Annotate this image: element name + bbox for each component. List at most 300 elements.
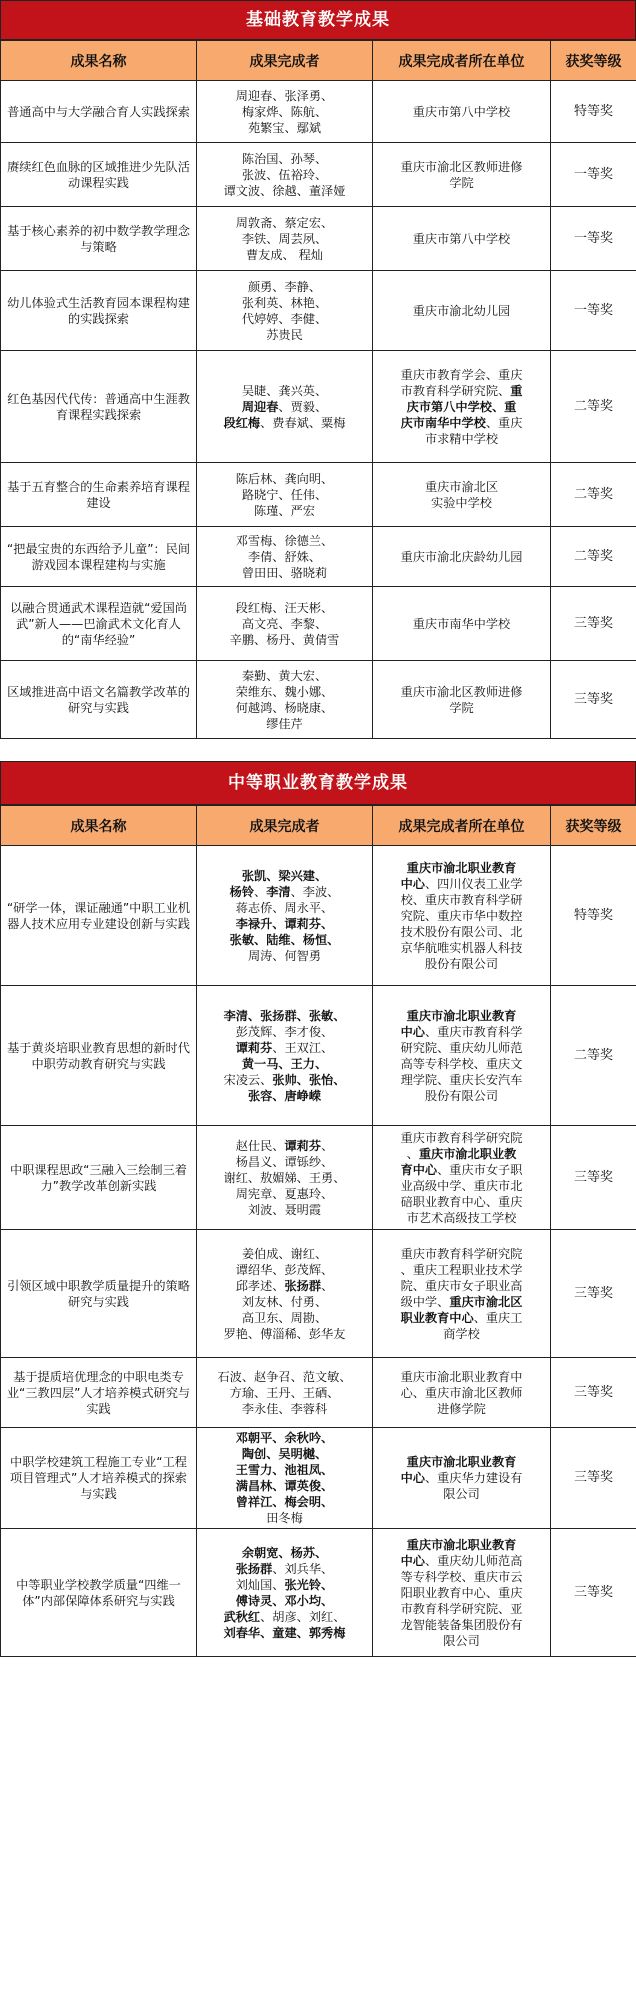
authors-text: 罗艳、傅淄稀、彭华友 bbox=[223, 1326, 346, 1341]
units-line bbox=[377, 495, 546, 511]
authors-text: 刘友林、付勇、 bbox=[241, 1294, 328, 1309]
units-line bbox=[377, 415, 546, 431]
authors-cell bbox=[197, 351, 373, 463]
units-text: 重庆市南华中学校 bbox=[412, 616, 511, 631]
authors-text: 苑繁宝、鄢斌 bbox=[247, 120, 322, 135]
authors-text: 张容、唐峥嵘 bbox=[247, 1088, 322, 1103]
authors-text: 、费春斌、粟梅 bbox=[260, 415, 346, 430]
units-text: 、重庆工 bbox=[473, 1310, 523, 1325]
award-level: 特等奖 bbox=[551, 846, 636, 986]
units-text: 京华航唯实机器人科技 bbox=[400, 940, 523, 955]
authors-line bbox=[199, 1186, 370, 1202]
vocational-education-table bbox=[0, 805, 636, 1657]
authors-line bbox=[199, 1609, 370, 1625]
authors-line bbox=[199, 900, 370, 916]
units-text: 庆市第八中学校、重 bbox=[406, 399, 517, 414]
achievement-name: 区域推进高中语文名篇教学改革的研究与实践 bbox=[1, 661, 197, 739]
units-text: 重庆市渝北区 bbox=[424, 479, 499, 494]
authors-line bbox=[199, 1326, 370, 1342]
header-units: 成果完成者所在单位 bbox=[373, 806, 551, 846]
table-row bbox=[1, 1428, 636, 1529]
units-text: 重庆市教育科学研究院 bbox=[400, 1246, 523, 1261]
units-cell bbox=[373, 81, 551, 143]
authors-text: 陈后林、龚向明、 bbox=[235, 471, 334, 486]
units-text: 院、重庆市女子职业高 bbox=[400, 1278, 523, 1293]
authors-text: 李铁、周芸夙、 bbox=[241, 231, 328, 246]
units-text: 究院、重庆市华中数控 bbox=[400, 908, 523, 923]
authors-text: 石波、赵争召、范文敏、 bbox=[217, 1369, 352, 1384]
units-cell bbox=[373, 207, 551, 271]
table-row bbox=[1, 986, 636, 1126]
units-line bbox=[377, 1262, 546, 1278]
units-line bbox=[377, 1040, 546, 1056]
table-header-row bbox=[1, 806, 636, 846]
units-line bbox=[377, 924, 546, 940]
units-text: 高等专科学校、重庆文 bbox=[400, 1056, 523, 1071]
table-header-row bbox=[1, 41, 636, 81]
units-text: 等专科学校、重庆市云 bbox=[400, 1569, 523, 1584]
units-text: 中心 bbox=[400, 876, 425, 891]
units-cell bbox=[373, 463, 551, 527]
authors-text: 宋凌云、 bbox=[223, 1072, 273, 1087]
authors-line bbox=[199, 1593, 370, 1609]
table-row bbox=[1, 1230, 636, 1358]
units-text: 重 bbox=[510, 383, 523, 398]
authors-text: 周涛、何智勇 bbox=[247, 948, 322, 963]
achievement-name: 幼儿体验式生活教育园本课程构建的实践探索 bbox=[1, 271, 197, 351]
authors-text: 李倩、舒姝、 bbox=[247, 549, 322, 564]
authors-line bbox=[199, 565, 370, 581]
units-line bbox=[377, 1008, 546, 1024]
authors-line bbox=[199, 1056, 370, 1072]
section-title-vocational: 中等职业教育教学成果 bbox=[0, 761, 636, 805]
authors-line bbox=[199, 151, 370, 167]
table-row bbox=[1, 661, 636, 739]
achievement-name: 红色基因代代传：普通高中生涯教育课程实践探索 bbox=[1, 351, 197, 463]
authors-line bbox=[199, 533, 370, 549]
table-row bbox=[1, 351, 636, 463]
units-text: 中心 bbox=[400, 1553, 425, 1568]
authors-text: 段红梅 bbox=[223, 415, 261, 430]
authors-text: 、刘兵华、 bbox=[272, 1561, 334, 1576]
authors-line bbox=[199, 1430, 370, 1446]
authors-text: 刘波、聂明霞 bbox=[247, 1202, 322, 1217]
authors-text: 辛鹏、杨丹、黄倩雪 bbox=[229, 632, 340, 647]
achievement-name: 基于黄炎培职业教育思想的新时代中职劳动教育研究与实践 bbox=[1, 986, 197, 1126]
units-text: 实验中学校 bbox=[431, 495, 492, 510]
authors-line bbox=[199, 1494, 370, 1510]
authors-text: 谭莉芬 bbox=[235, 1040, 273, 1055]
units-line bbox=[377, 1369, 546, 1385]
units-line bbox=[377, 860, 546, 876]
units-line bbox=[377, 616, 546, 632]
authors-line bbox=[199, 1545, 370, 1561]
achievement-name: 基于提质培优理念的中职电类专业“三教四层”人才培养模式研究与实践 bbox=[1, 1358, 197, 1428]
authors-text: 吴睫、龚兴英、 bbox=[241, 383, 328, 398]
units-text: 龙智能装备集团股份有 bbox=[400, 1617, 523, 1632]
units-line bbox=[377, 1178, 546, 1194]
authors-cell bbox=[197, 1126, 373, 1230]
achievement-name: 基于五育整合的生命素养培育课程建设 bbox=[1, 463, 197, 527]
award-level: 三等奖 bbox=[551, 1230, 636, 1358]
authors-text: 蒋志侨、周永平、 bbox=[235, 900, 334, 915]
units-line bbox=[377, 1210, 546, 1226]
authors-text: 邓朝平、余秋吟、 bbox=[235, 1431, 334, 1445]
units-text: 市教育科学研究院、亚 bbox=[400, 1601, 523, 1616]
authors-cell bbox=[197, 1358, 373, 1428]
units-line bbox=[377, 1024, 546, 1040]
authors-line bbox=[199, 948, 370, 964]
units-text: 限公司 bbox=[443, 1487, 480, 1501]
units-text: 市艺术高级技工学校 bbox=[406, 1210, 517, 1225]
units-text: 重庆市渝北职业教育中 bbox=[400, 1369, 523, 1384]
units-text: 商学校 bbox=[443, 1326, 480, 1341]
authors-text: 秦勤、黄大宏、 bbox=[241, 668, 328, 683]
units-text: 中心 bbox=[400, 1471, 425, 1485]
units-cell bbox=[373, 1126, 551, 1230]
authors-line bbox=[199, 1278, 370, 1294]
authors-text: 姜伯成、谢红、 bbox=[241, 1246, 328, 1261]
authors-text: 邱孝述、 bbox=[235, 1278, 285, 1293]
units-line bbox=[377, 956, 546, 972]
award-level: 三等奖 bbox=[551, 587, 636, 661]
units-text: 限公司 bbox=[443, 1633, 480, 1648]
authors-text: 、 bbox=[321, 1278, 334, 1293]
units-line bbox=[377, 1088, 546, 1104]
authors-text: 代婷婷、李健、 bbox=[241, 311, 328, 326]
authors-line bbox=[199, 88, 370, 104]
authors-text: 颜勇、李静、 bbox=[247, 279, 322, 294]
units-text: 、四川仪表工业学 bbox=[424, 876, 523, 891]
authors-text: 梅家烨、陈航、 bbox=[241, 104, 328, 119]
authors-text: 张波、伍裕玲、 bbox=[241, 167, 328, 182]
units-cell bbox=[373, 986, 551, 1126]
authors-cell bbox=[197, 463, 373, 527]
units-text: 碚职业教育中心、重庆 bbox=[400, 1194, 523, 1209]
units-line bbox=[377, 1585, 546, 1601]
header-award-level: 获奖等级 bbox=[551, 41, 636, 81]
units-text: 学院 bbox=[449, 700, 474, 715]
authors-line bbox=[199, 1294, 370, 1310]
units-cell bbox=[373, 1529, 551, 1657]
units-text: 重庆市渝北庆龄幼儿园 bbox=[400, 549, 523, 564]
authors-text: 谭绍华、彭茂辉、 bbox=[235, 1262, 334, 1277]
units-line bbox=[377, 159, 546, 175]
authors-text: 李禄升、谭莉芬、 bbox=[235, 916, 334, 931]
authors-line bbox=[199, 1462, 370, 1478]
authors-line bbox=[199, 279, 370, 295]
units-line bbox=[377, 1162, 546, 1178]
award-level: 一等奖 bbox=[551, 143, 636, 207]
authors-line bbox=[199, 1040, 370, 1056]
authors-cell bbox=[197, 527, 373, 587]
units-line bbox=[377, 1310, 546, 1326]
units-text: 市教育科学研究院、 bbox=[400, 383, 511, 398]
achievement-name: 普通高中与大学融合育人实践探索 bbox=[1, 81, 197, 143]
table-row bbox=[1, 81, 636, 143]
achievement-name: 中职学校建筑工程施工专业“工程项目管理式”人才培养模式的探索与实践 bbox=[1, 1428, 197, 1529]
units-text: 、重庆市教育科学 bbox=[424, 1024, 523, 1039]
authors-line bbox=[199, 487, 370, 503]
authors-text: 陈治国、孙琴、 bbox=[241, 151, 328, 166]
authors-text: 李永佳、李蓉科 bbox=[241, 1401, 328, 1416]
authors-line bbox=[199, 1385, 370, 1401]
authors-line bbox=[199, 1088, 370, 1104]
authors-text: 张光铃、 bbox=[284, 1577, 334, 1592]
units-text: 重庆市渝北职业教育 bbox=[406, 1455, 517, 1469]
table-row bbox=[1, 207, 636, 271]
units-line bbox=[377, 1553, 546, 1569]
units-text: 重庆市渝北职业教育 bbox=[406, 1537, 517, 1552]
award-level: 特等奖 bbox=[551, 81, 636, 143]
units-line bbox=[377, 1326, 546, 1342]
units-text: 、重庆幼儿师范高 bbox=[424, 1553, 523, 1568]
units-line bbox=[377, 908, 546, 924]
authors-line bbox=[199, 503, 370, 519]
units-line bbox=[377, 684, 546, 700]
authors-text: 曹友成、 程灿 bbox=[246, 247, 323, 262]
authors-text: 王雪力、池祖凤、 bbox=[235, 1463, 334, 1477]
units-text: 研究院、重庆幼儿师范 bbox=[400, 1040, 523, 1055]
authors-line bbox=[199, 104, 370, 120]
authors-text: 谭文波、徐越、董泽娅 bbox=[223, 183, 346, 198]
award-level: 一等奖 bbox=[551, 271, 636, 351]
authors-line bbox=[199, 1369, 370, 1385]
authors-text: 杨昌义、谭铄纱、 bbox=[235, 1154, 334, 1169]
units-text: 重庆市渝北职业教 bbox=[418, 1146, 517, 1161]
authors-text: 周敦斋、蔡定宏、 bbox=[235, 215, 334, 230]
units-line bbox=[377, 1385, 546, 1401]
units-text: 、 bbox=[406, 1146, 419, 1161]
table-row bbox=[1, 1358, 636, 1428]
authors-text: 何越鸿、杨晓康、 bbox=[235, 700, 334, 715]
award-level: 三等奖 bbox=[551, 1126, 636, 1230]
units-line bbox=[377, 1146, 546, 1162]
authors-line bbox=[199, 231, 370, 247]
authors-line bbox=[199, 295, 370, 311]
authors-text: 陈瑾、严宏 bbox=[254, 503, 315, 518]
authors-line bbox=[199, 668, 370, 684]
units-line bbox=[377, 1246, 546, 1262]
authors-text: 、贾毅、 bbox=[278, 399, 328, 414]
authors-line bbox=[199, 600, 370, 616]
authors-cell bbox=[197, 661, 373, 739]
units-line bbox=[377, 367, 546, 383]
units-text: 重庆市渝北区教师进修 bbox=[400, 159, 523, 174]
authors-cell bbox=[197, 143, 373, 207]
units-cell bbox=[373, 1358, 551, 1428]
authors-line bbox=[199, 1625, 370, 1641]
authors-cell bbox=[197, 1529, 373, 1657]
units-text: 重庆市渝北幼儿园 bbox=[412, 303, 511, 318]
header-achievement-name: 成果名称 bbox=[1, 41, 197, 81]
authors-line bbox=[199, 327, 370, 343]
authors-line bbox=[199, 1478, 370, 1494]
achievement-name: “研学一体，课证融通”中职工业机器人技术应用专业建设创新与实践 bbox=[1, 846, 197, 986]
authors-text: 满昌林、谭英俊、 bbox=[235, 1479, 334, 1493]
authors-text: 张敏、陆维、杨恒、 bbox=[229, 932, 340, 947]
authors-text: 张凯、梁兴建、 bbox=[241, 868, 328, 883]
award-level: 二等奖 bbox=[551, 986, 636, 1126]
authors-line bbox=[199, 1138, 370, 1154]
authors-text: 高文亮、李黎、 bbox=[241, 616, 328, 631]
header-achievement-name: 成果名称 bbox=[1, 806, 197, 846]
authors-text: 段红梅、汪天彬、 bbox=[235, 600, 334, 615]
authors-line bbox=[199, 1008, 370, 1024]
units-cell bbox=[373, 351, 551, 463]
achievement-name: 赓续红色血脉的区域推进少先队活动课程实践 bbox=[1, 143, 197, 207]
authors-line bbox=[199, 1246, 370, 1262]
award-level: 二等奖 bbox=[551, 527, 636, 587]
units-text: 重庆市渝北区教师进修 bbox=[400, 684, 523, 699]
authors-text: 杨铃 bbox=[229, 884, 255, 899]
achievement-name: 引领区域中职教学质量提升的策略研究与实践 bbox=[1, 1230, 197, 1358]
authors-line bbox=[199, 1024, 370, 1040]
authors-line bbox=[199, 120, 370, 136]
units-text: 进修学院 bbox=[437, 1401, 486, 1416]
units-line bbox=[377, 892, 546, 908]
authors-line bbox=[199, 415, 370, 431]
units-text: 重庆市渝北区 bbox=[449, 1294, 523, 1309]
authors-cell bbox=[197, 846, 373, 986]
units-text: 市求精中学校 bbox=[424, 431, 499, 446]
authors-text: 张帅、张怡、 bbox=[272, 1072, 346, 1087]
units-text: 、重庆华力建设有 bbox=[424, 1471, 523, 1485]
authors-text: 谢红、敖媚娣、王勇、 bbox=[223, 1170, 346, 1185]
authors-text: 苏贵民 bbox=[266, 327, 303, 342]
units-text: 重庆市教育科学研究院 bbox=[400, 1130, 523, 1145]
authors-line bbox=[199, 167, 370, 183]
units-line bbox=[377, 1056, 546, 1072]
table-row bbox=[1, 271, 636, 351]
header-authors: 成果完成者 bbox=[197, 41, 373, 81]
units-line bbox=[377, 700, 546, 716]
basic-education-table bbox=[0, 40, 636, 739]
authors-text: 周迎春、张泽勇、 bbox=[235, 88, 334, 103]
authors-text: 余朝宽、杨苏、 bbox=[241, 1545, 328, 1560]
authors-line bbox=[199, 1577, 370, 1593]
authors-line bbox=[199, 616, 370, 632]
units-line bbox=[377, 1601, 546, 1617]
units-text: 心、重庆市渝北区教师 bbox=[400, 1385, 523, 1400]
authors-text: 荣维东、魏小娜、 bbox=[235, 684, 334, 699]
units-text: 理学院、重庆长安汽车 bbox=[400, 1072, 523, 1087]
units-line bbox=[377, 231, 546, 247]
authors-cell bbox=[197, 1230, 373, 1358]
units-line bbox=[377, 399, 546, 415]
authors-text: 彭茂辉、李才俊、 bbox=[235, 1024, 334, 1039]
authors-text: 刘灿国、 bbox=[235, 1577, 285, 1592]
units-line bbox=[377, 1194, 546, 1210]
units-text: 重庆市第八中学校 bbox=[412, 104, 511, 119]
header-authors: 成果完成者 bbox=[197, 806, 373, 846]
section-title-basic: 基础教育教学成果 bbox=[0, 0, 636, 40]
authors-line bbox=[199, 183, 370, 199]
units-line bbox=[377, 1470, 546, 1486]
award-level: 三等奖 bbox=[551, 661, 636, 739]
units-line bbox=[377, 431, 546, 447]
units-line bbox=[377, 104, 546, 120]
units-line bbox=[377, 1130, 546, 1146]
authors-line bbox=[199, 632, 370, 648]
authors-line bbox=[199, 1310, 370, 1326]
units-text: 股份有限公司 bbox=[424, 956, 499, 971]
authors-line bbox=[199, 868, 370, 884]
authors-line bbox=[199, 1561, 370, 1577]
authors-line bbox=[199, 1170, 370, 1186]
header-units: 成果完成者所在单位 bbox=[373, 41, 551, 81]
authors-line bbox=[199, 383, 370, 399]
units-line bbox=[377, 1633, 546, 1649]
award-level: 三等奖 bbox=[551, 1428, 636, 1529]
award-level: 一等奖 bbox=[551, 207, 636, 271]
units-line bbox=[377, 1294, 546, 1310]
authors-text: 、王双江、 bbox=[272, 1040, 334, 1055]
authors-text: 刘春华、童建、郭秀梅 bbox=[223, 1625, 346, 1640]
units-line bbox=[377, 549, 546, 565]
table-row bbox=[1, 1529, 636, 1657]
units-line bbox=[377, 1486, 546, 1502]
authors-text: 、 bbox=[254, 884, 267, 899]
units-line bbox=[377, 1454, 546, 1470]
authors-cell bbox=[197, 986, 373, 1126]
table-row bbox=[1, 846, 636, 986]
units-line bbox=[377, 479, 546, 495]
authors-line bbox=[199, 399, 370, 415]
authors-cell bbox=[197, 1428, 373, 1529]
authors-line bbox=[199, 549, 370, 565]
authors-line bbox=[199, 884, 370, 900]
authors-text: 张扬群 bbox=[284, 1278, 322, 1293]
achievement-name: 以融合贯通武术课程造就“爱国尚武”新人——巴渝武术文化育人的“南华经验” bbox=[1, 587, 197, 661]
authors-line bbox=[199, 1446, 370, 1462]
authors-text: 黄一马、王力、 bbox=[241, 1056, 328, 1071]
authors-line bbox=[199, 1510, 370, 1526]
authors-line bbox=[199, 716, 370, 732]
authors-line bbox=[199, 1072, 370, 1088]
units-cell bbox=[373, 527, 551, 587]
section-gap bbox=[0, 739, 636, 761]
units-cell bbox=[373, 1230, 551, 1358]
units-text: 、重庆 bbox=[485, 415, 523, 430]
units-line bbox=[377, 1617, 546, 1633]
achievement-name: 中等职业学校教学质量“四维一体”内部保障体系研究与实践 bbox=[1, 1529, 197, 1657]
units-line bbox=[377, 1278, 546, 1294]
units-text: 学院 bbox=[449, 175, 474, 190]
award-level: 二等奖 bbox=[551, 351, 636, 463]
authors-line bbox=[199, 1262, 370, 1278]
units-line bbox=[377, 383, 546, 399]
authors-text: 周宪章、夏惠玲、 bbox=[235, 1186, 334, 1201]
header-award-level: 获奖等级 bbox=[551, 806, 636, 846]
units-line bbox=[377, 876, 546, 892]
authors-text: 李清 bbox=[266, 884, 291, 899]
authors-text: 方瑜、王丹、王硒、 bbox=[229, 1385, 340, 1400]
units-text: 股份有限公司 bbox=[424, 1088, 499, 1103]
authors-text: 周迎春 bbox=[241, 399, 279, 414]
authors-text: 张利英、林艳、 bbox=[241, 295, 328, 310]
authors-text: 田冬梅 bbox=[266, 1511, 303, 1525]
authors-text: 赵仕民、 bbox=[235, 1138, 285, 1153]
award-level: 三等奖 bbox=[551, 1529, 636, 1657]
table-row bbox=[1, 527, 636, 587]
units-line bbox=[377, 1072, 546, 1088]
units-text: 重庆市教育学会、重庆 bbox=[400, 367, 523, 382]
units-text: 技术股份有限公司、北 bbox=[400, 924, 523, 939]
units-text: 、重庆工程职业技术学 bbox=[400, 1262, 523, 1277]
authors-line bbox=[199, 684, 370, 700]
vocational-education-rows bbox=[1, 846, 636, 1657]
